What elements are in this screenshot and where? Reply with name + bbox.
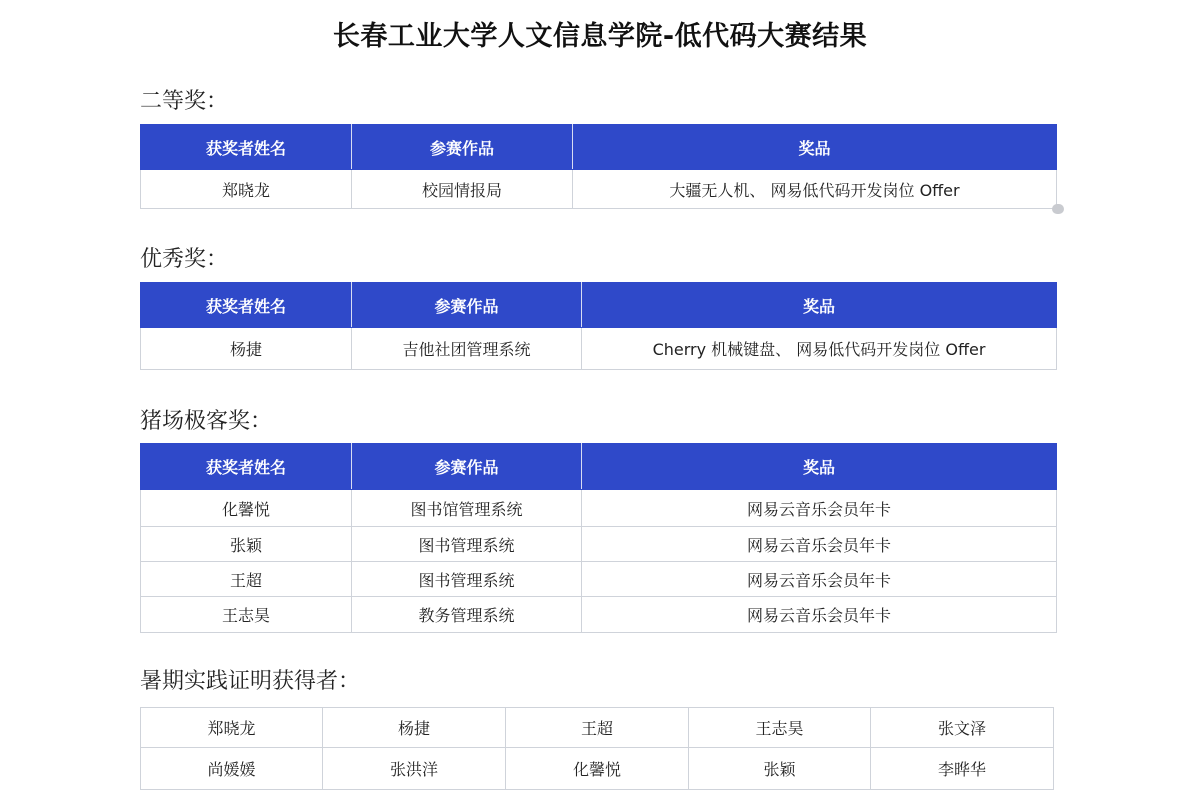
table-row — [141, 597, 1057, 633]
cell-name: 王超 — [506, 708, 689, 748]
table-header-row — [141, 125, 1057, 170]
header-work: 参赛作品 — [352, 125, 573, 170]
table-header-row — [141, 283, 1057, 328]
cell-work: 教务管理系统 — [352, 597, 582, 633]
cell-name: 尚媛媛 — [141, 748, 323, 790]
header-prize: 奖品 — [582, 283, 1057, 328]
cell-work: 图书馆管理系统 — [352, 490, 582, 527]
header-work: 参赛作品 — [352, 444, 582, 490]
summer-practice-table — [140, 707, 1054, 790]
table-row — [141, 562, 1057, 597]
table-row — [141, 527, 1057, 562]
header-prize: 奖品 — [582, 444, 1057, 490]
cell-prize: 大疆无人机、 网易低代码开发岗位 Offer — [573, 170, 1057, 209]
cell-name: 化馨悦 — [506, 748, 689, 790]
cell-name: 张文泽 — [871, 708, 1054, 748]
cell-name: 杨捷 — [141, 328, 352, 370]
excellent-prize-table — [140, 282, 1057, 370]
header-prize: 奖品 — [573, 125, 1057, 170]
geek-prize-table — [140, 443, 1057, 633]
cell-work: 吉他社团管理系统 — [352, 328, 582, 370]
cell-work: 校园情报局 — [352, 170, 573, 209]
table-header-row — [141, 444, 1057, 490]
section-heading-excellent-prize: 优秀奖： — [140, 247, 229, 272]
cell-name: 张颖 — [141, 527, 352, 562]
cell-work: 图书管理系统 — [352, 562, 582, 597]
cell-name: 王志昊 — [141, 597, 352, 633]
table-row — [141, 490, 1057, 527]
cell-name: 李晔华 — [871, 748, 1054, 790]
cell-name: 王超 — [141, 562, 352, 597]
section-heading-second-prize: 二等奖： — [140, 89, 229, 114]
cell-name: 化馨悦 — [141, 490, 352, 527]
cell-name: 王志昊 — [689, 708, 871, 748]
cell-work: 图书管理系统 — [352, 527, 582, 562]
cell-name: 郑晓龙 — [141, 170, 352, 209]
cell-name: 张洪洋 — [323, 748, 506, 790]
cell-prize: 网易云音乐会员年卡 — [582, 597, 1057, 633]
section-heading-summer-practice: 暑期实践证明获得者： — [140, 669, 361, 694]
table-row — [141, 708, 1054, 748]
scroll-handle[interactable] — [1052, 204, 1064, 214]
second-prize-table — [140, 124, 1057, 209]
cell-name: 郑晓龙 — [141, 708, 323, 748]
cell-prize: 网易云音乐会员年卡 — [582, 527, 1057, 562]
table-row — [141, 170, 1057, 209]
header-name: 获奖者姓名 — [141, 283, 352, 328]
header-name: 获奖者姓名 — [141, 125, 352, 170]
header-work: 参赛作品 — [352, 283, 582, 328]
section-heading-geek-prize: 猪场极客奖： — [140, 409, 273, 434]
cell-prize: Cherry 机械键盘、 网易低代码开发岗位 Offer — [582, 328, 1057, 370]
cell-prize: 网易云音乐会员年卡 — [582, 490, 1057, 527]
cell-name: 张颖 — [689, 748, 871, 790]
cell-name: 杨捷 — [323, 708, 506, 748]
table-row — [141, 328, 1057, 370]
cell-prize: 网易云音乐会员年卡 — [582, 562, 1057, 597]
table-row — [141, 748, 1054, 790]
page-title: 长春工业大学人文信息学院-低代码大赛结果 — [332, 21, 868, 52]
header-name: 获奖者姓名 — [141, 444, 352, 490]
